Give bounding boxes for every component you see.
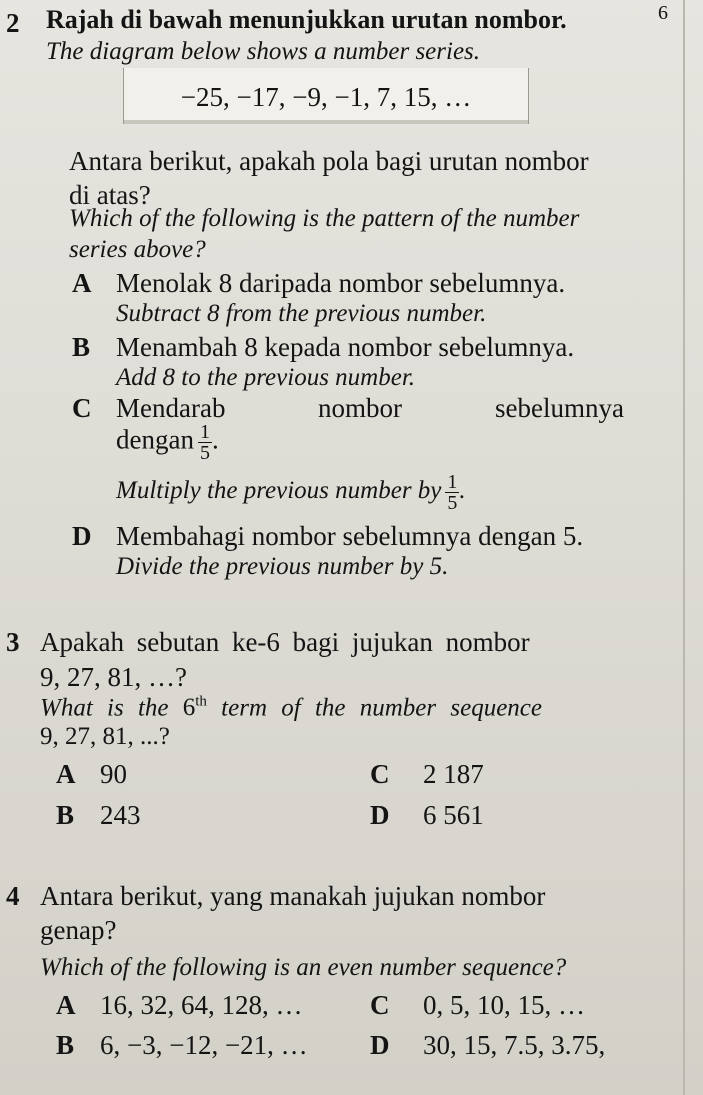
q2-option-c-en: Multiply the previous number by $\frac{1}{5}$ .	[116, 471, 466, 514]
q4-option-c-value: 0, 5, 10, 15, …	[423, 990, 585, 1020]
q4-text-ms-2: genap?	[40, 915, 117, 945]
q3-text-ms-1: Apakah sebutan ke-6 bagi jujukan nombor	[40, 627, 530, 657]
q3-text-ms-2: 9, 27, 81, …?	[40, 662, 187, 692]
q2-ask-ms-1: Antara berikut, apakah pola bagi urutan nombor	[69, 146, 589, 176]
q2-option-c-ms-2-text: dengan	[116, 424, 194, 455]
fraction-numerator: 1	[199, 421, 210, 443]
page-edge	[683, 0, 685, 1095]
q3-option-c-letter: C	[370, 759, 390, 789]
q4-text-ms-1: Antara berikut, yang manakah jujukan nombor	[40, 881, 546, 911]
ordinal-number: 6	[182, 694, 196, 722]
q2-option-a-ms: Menolak 8 daripada nombor sebelumnya.	[116, 268, 566, 298]
q4-text-en: Which of the following is an even number sequence?	[40, 954, 567, 981]
q4-option-b-letter: B	[56, 1030, 75, 1060]
side-mark: 6	[658, 2, 668, 24]
q4-option-b-value: 6, −3, −12, −21, …	[100, 1030, 308, 1060]
q3-option-d-letter: D	[370, 800, 390, 830]
q2-option-b-letter: B	[72, 332, 91, 362]
q3-text-en-2: 9, 27, 81, ...?	[40, 723, 170, 750]
q4-option-a-value: 16, 32, 64, 128, …	[100, 990, 303, 1020]
q3-option-c-value: 2 187	[423, 759, 484, 789]
q2-option-d-en: Divide the previous number by 5.	[116, 553, 449, 580]
sequence-diagram	[123, 68, 529, 124]
q3-option-a-value: 90	[100, 759, 127, 789]
q3-option-b-value: 243	[100, 800, 141, 830]
q2-ask-en-1: Which of the following is the pattern of the number	[69, 205, 580, 232]
q2-text-ms: Rajah di bawah menunjukkan urutan nombor.	[46, 5, 567, 34]
q3-number: 3	[6, 627, 20, 657]
q2-text-en: The diagram below shows a number series.	[46, 38, 481, 65]
q4-number: 4	[6, 881, 20, 911]
q2-ask-en-2: series above?	[69, 236, 206, 263]
q2-option-c-ms-2: dengan $\frac{1}{5}$ .	[116, 421, 219, 464]
fraction-denominator: 5	[447, 492, 458, 514]
sequence-text: −25, −17, −9, −1, 7, 15, …	[180, 82, 472, 112]
fraction-numerator: 1	[447, 471, 458, 493]
q3-option-d-value: 6 561	[423, 800, 484, 830]
ordinal-suffix: th	[195, 694, 207, 710]
q2-option-c-en-fraction	[445, 472, 459, 513]
q2-option-c-ms-word-1: Mendarab	[116, 393, 226, 423]
q4-option-d-letter: D	[370, 1030, 390, 1060]
q2-option-d-ms: Membahagi nombor sebelumnya dengan 5.	[116, 521, 584, 551]
q2-option-a-letter: A	[72, 268, 92, 298]
q3-text-en-1	[40, 694, 542, 722]
q2-option-c-en-text: Multiply the previous number by	[116, 477, 442, 505]
fraction-denominator: 5	[199, 442, 210, 464]
q2-option-c-fraction	[198, 422, 212, 463]
q4-option-d-value: 30, 15, 7.5, 3.75,	[423, 1030, 606, 1060]
q2-option-c-ms-word-2: nombor	[318, 393, 402, 423]
q2-option-a-en: Subtract 8 from the previous number.	[116, 300, 487, 327]
q2-option-c-letter: C	[72, 393, 92, 423]
q2-ask-ms-2: di atas?	[69, 180, 151, 210]
q2-option-b-ms: Menambah 8 kepada nombor sebelumnya.	[116, 332, 575, 362]
q2-option-b-en: Add 8 to the previous number.	[116, 364, 416, 391]
q3-en-part-2: term of the number sequence	[221, 694, 542, 722]
q3-option-a-letter: A	[56, 759, 76, 789]
q2-option-d-letter: D	[72, 521, 92, 551]
q2-option-c-ms-word-3: sebelumnya	[495, 393, 624, 423]
q4-option-a-letter: A	[56, 990, 76, 1020]
q2-number: 2	[6, 8, 20, 38]
q4-option-c-letter: C	[370, 990, 390, 1020]
q3-option-b-letter: B	[56, 800, 75, 830]
q3-en-ordinal	[183, 694, 207, 721]
q3-en-part-1: What is the	[40, 694, 169, 722]
